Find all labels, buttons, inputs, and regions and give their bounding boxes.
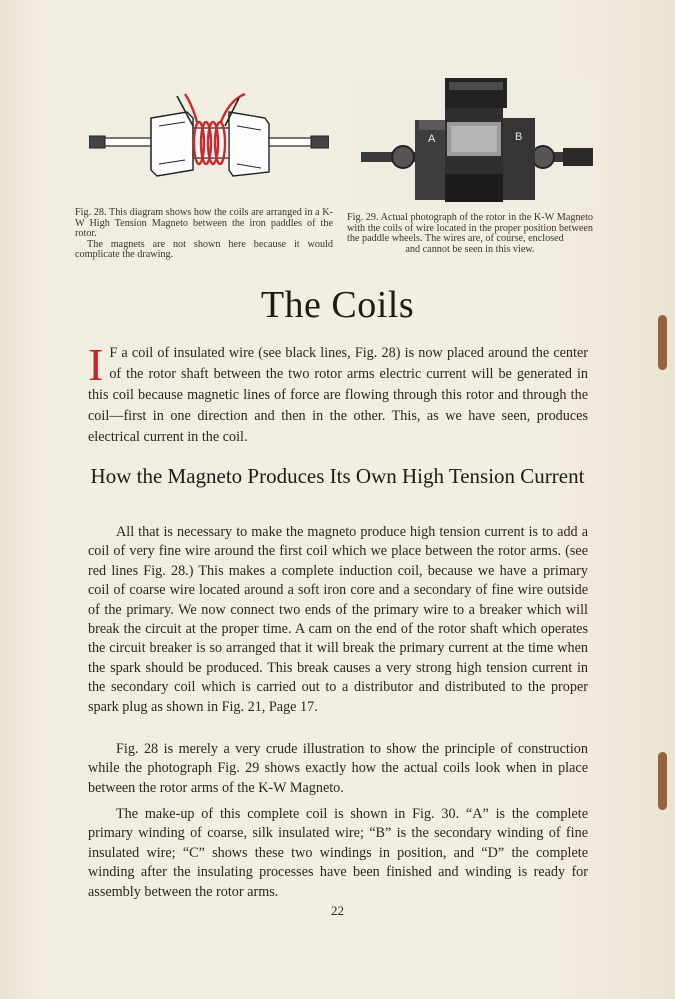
fig29-caption-text: Fig. 29. Actual photograph of the rotor in the K-W Magneto with the coils of wire located in the proper position between the paddle wheels. The wires are, of course, enclosed <box>347 212 593 244</box>
coils-paragraph-text: F a coil of insulated wire (see black lines, Fig. 28) is now placed around the center of the rotor shaft between the two rotor arms electric current will be generated in this coil because magnetic lines of force are flowing through this rotor and through the coil—first in one direction and then in the other. This, as we have seen, produces electrical current in the coil. <box>88 345 588 445</box>
fig28-caption-line1: Fig. 28. This diagram shows how the coils are arranged in a K-W High Tension Magneto between the iron paddles of the rotor. <box>75 207 333 239</box>
high-tension-paragraph-2: Fig. 28 is merely a very crude illustration to show the principle of construction while the photograph Fig. 29 shows exactly how the actual coils look when in place between the rotor arms of the K-W Magneto. <box>88 741 588 796</box>
figure-row <box>75 78 605 268</box>
fig28-rotor-diagram <box>89 86 329 196</box>
fig28-caption <box>75 208 333 261</box>
fig28-caption-line2: The magnets are not shown here because it would complicate the drawing. <box>75 238 333 260</box>
drop-cap: I <box>88 339 104 390</box>
section-title-coils: The Coils <box>260 284 415 326</box>
high-tension-paragraph-1: All that is necessary to make the magneto produce high tension current is to add a coil of very fine wire around the first coil which we place between the rotor arms. (see red lines Fig. 28.) This makes a complete induction coil, because we have a primary coil of coarse wire located around a soft iron core and a secondary of fine wire outside of the primary. We now connect two ends of the primary wire to a breaker which will break the circuit at the proper time. A cam on the end of the rotor shaft which operates the circuit breaker is so arranged that it will break the primary current at the time when the spark should be produced. This break causes a very strong high tension current in the secondary coil which is carried out to a distributor and distributed to the proper spark plug as shown in Fig. 21, Page 17. <box>88 524 588 715</box>
fig29-caption-end: and cannot be seen in this view. <box>405 243 535 255</box>
high-tension-paragraph-3: The make-up of this complete coil is shown in Fig. 30. “A” is the complete primary winding of coarse, silk insulated wire; “B” is the secondary winding of fine insulated wire; “C” shows these two windings in position, and “D” the complete winding after the insulating processes have been finished and winding is ready for assembly between the rotor arms. <box>88 806 588 900</box>
paper-stain <box>658 752 667 810</box>
page-number: 22 <box>331 903 344 918</box>
fig29-caption <box>347 213 593 255</box>
label-a: A <box>428 133 436 145</box>
label-b: B <box>515 131 523 143</box>
coils-paragraph <box>88 339 588 448</box>
fig29-rotor-photo <box>353 78 598 208</box>
section-title-high-tension: How the Magneto Produces Its Own High Tension Current <box>90 464 585 488</box>
